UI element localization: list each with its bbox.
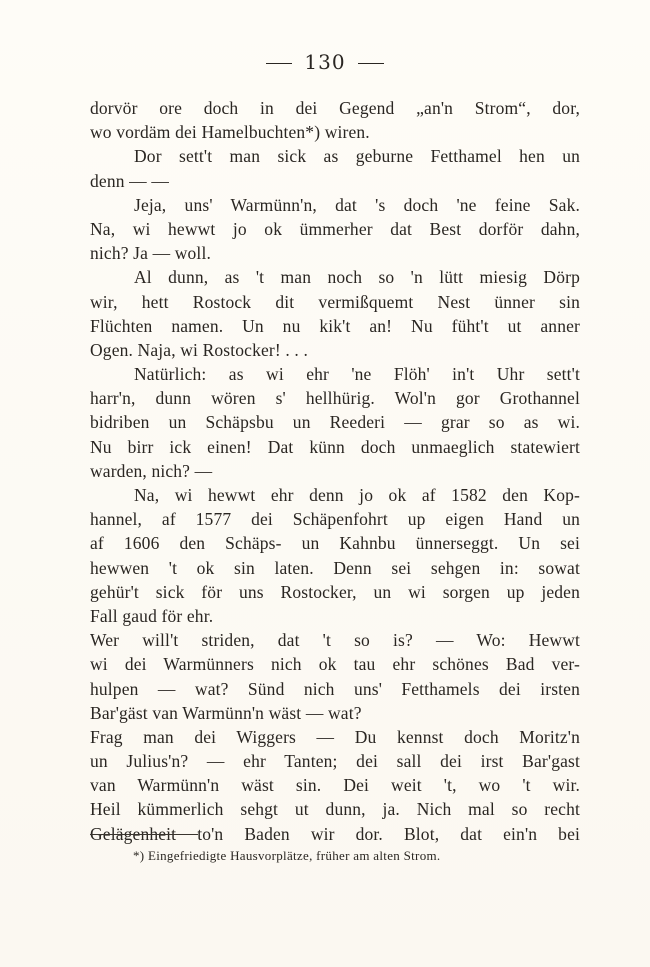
body-text <box>90 96 580 846</box>
text-line: Dor sett't man sick as geburne Fetthamel hen un <box>134 146 580 167</box>
text-line: af 1606 den Schäps- un Kahnbu ünnerseggt. Un sei <box>90 533 580 554</box>
text-line: Na, wi hewwt ehr denn jo ok af 1582 den Kop- <box>134 485 580 505</box>
text-line: Bar'gäst van Warmünn'n wäst — wat? <box>90 702 362 723</box>
header-dash-left <box>266 63 292 64</box>
text-line: Heil kümmerlich sehgt ut dunn, ja. Nich mal so recht <box>90 799 580 820</box>
text-line: Nu birr ick einen! Dat künn doch unmaeglich statewiert <box>90 436 580 457</box>
footnote: *) Eingefriedigte Hausvorplätze, früher am alten Strom. <box>133 848 441 863</box>
page-header <box>0 50 650 74</box>
text-line: Frag man dei Wiggers — Du kennst doch Moritz'n <box>90 726 580 747</box>
text-line: Natürlich: as wi ehr 'ne Flöh' in't Uhr sett't <box>134 364 580 385</box>
text-line: wir, hett Rostock dit vermißquemt Nest ünner sin <box>90 291 580 312</box>
text-line: Flüchten namen. Un nu kik't an! Nu füht't ut anner <box>90 315 580 336</box>
text-line: denn — — <box>90 170 169 191</box>
text-line: hewwen 't ok sin laten. Denn sei sehgen in: sowat <box>90 557 580 578</box>
page-number: 130 <box>304 50 346 74</box>
text-line: Al dunn, as 't man noch so 'n lütt miesig Dörp <box>134 267 580 288</box>
text-line: wi dei Warmünners nich ok tau ehr schönes Bad ver- <box>90 654 580 675</box>
text-line: van Warmünn'n wäst sin. Dei weit 't, wo 't wir. <box>90 775 580 796</box>
text-line: Na, wi hewwt jo ok ümmerher dat Best dorför dahn, <box>90 218 580 239</box>
text-line: un Julius'n? — ehr Tanten; dei sall dei irst Bar'gast <box>90 751 580 772</box>
header-dash-right <box>358 63 384 64</box>
text-line: dorvör ore doch in dei Gegend „an'n Strom“, dor, <box>90 98 580 118</box>
text-line: gehür't sick för uns Rostocker, un wi sorgen up jeden <box>90 581 580 602</box>
text-line: hulpen — wat? Sünd nich uns' Fetthamels dei irsten <box>90 678 580 699</box>
text-line: hannel, af 1577 dei Schäpenfohrt up eigen Hand un <box>90 509 580 530</box>
text-line: wo vordäm dei Hamelbuchten*) wiren. <box>90 122 370 143</box>
text-line: Gelägenheit to'n Baden wir dor. Blot, dat ein'n bei <box>90 823 580 844</box>
text-line: Ogen. Naja, wi Rostocker! . . . <box>90 339 308 360</box>
text-line: nich? Ja — woll. <box>90 243 211 264</box>
text-line: bidriben un Schäpsbu un Reederi — grar so as wi. <box>90 412 580 433</box>
footnote-rule <box>90 834 198 835</box>
text-line: Fall gaud för ehr. <box>90 605 214 626</box>
text-line: Wer will't striden, dat 't so is? — Wo: Hewwt <box>90 630 580 651</box>
text-line: warden, nich? — <box>90 460 213 481</box>
text-line: harr'n, dunn wören s' hellhürig. Wol'n gor Grothannel <box>90 388 580 409</box>
text-line: Jeja, uns' Warmünn'n, dat 's doch 'ne feine Sak. <box>134 194 580 215</box>
